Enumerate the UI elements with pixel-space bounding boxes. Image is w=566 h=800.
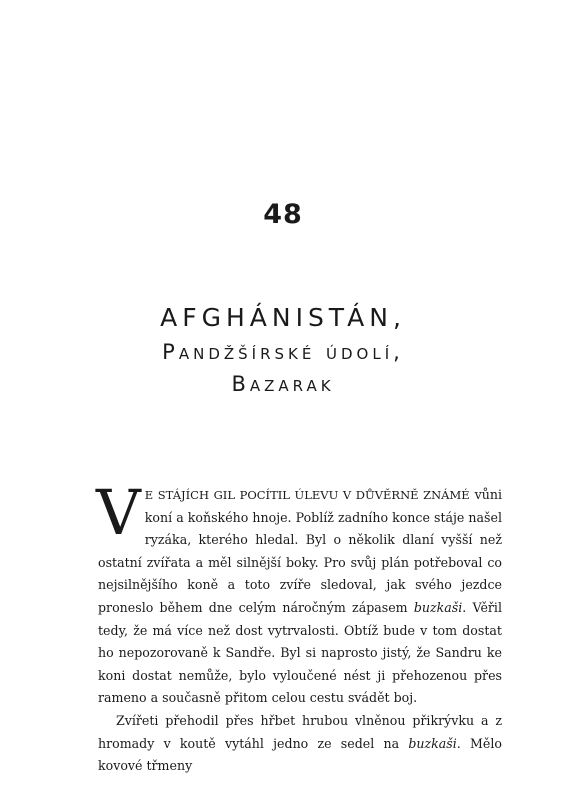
chapter-title-line-2: Pandžšírské údolí, <box>162 340 404 364</box>
paragraph-2 <box>98 710 502 778</box>
paragraph-2-italic: buzkaši <box>408 735 457 751</box>
paragraph-2-text-b: . Mělo kovové třmeny <box>98 735 502 774</box>
chapter-title-line-1: AFGHÁNISTÁN, <box>160 303 406 332</box>
chapter-number: 48 <box>263 199 303 230</box>
lead-in-small-caps: E STÁJÍCH GIL POCÍTIL ÚLEVU V DŮVĚRNĚ ZNÁMÉ <box>144 488 470 502</box>
paragraph-1-italic: buzkaši <box>413 599 463 615</box>
paragraph-1 <box>96 476 502 710</box>
drop-cap: V <box>96 476 141 549</box>
chapter-title-line-3: Bazarak <box>231 372 335 396</box>
chapter-body <box>96 476 502 778</box>
paragraph-1-text-a: vůni koní a koňského hnoje. Poblíž zadního konce stáje našel ryzáka, kterého hledal. Byl o několik dlaní vyšší než ostatní zvířata a měl silnější boky. Pro svůj plán potřeboval co nejsilnějšího koně a toto zvíře sledoval, jak svého jezdce proneslo během dne celým náročným zápasem <box>98 487 502 615</box>
paragraph-2-text-a: Zvířeti přehodil přes hřbet hrubou vlněnou přikrývku a z hromady v koutě vytáhl jedno ze sedel na <box>98 712 502 751</box>
chapter-title <box>0 300 566 400</box>
paragraph-1-text-b: . Věřil tedy, že má více než dost vytrvalosti. Obtíž bude v tom dostat ho nepozorovaně k Sandře. Byl si naprosto jistý, že Sandru ke koni dostat nemůže, bylo vyloučené nést ji přehozenou přes rameno a současně přitom celou cestu svádět boj. <box>98 599 502 706</box>
